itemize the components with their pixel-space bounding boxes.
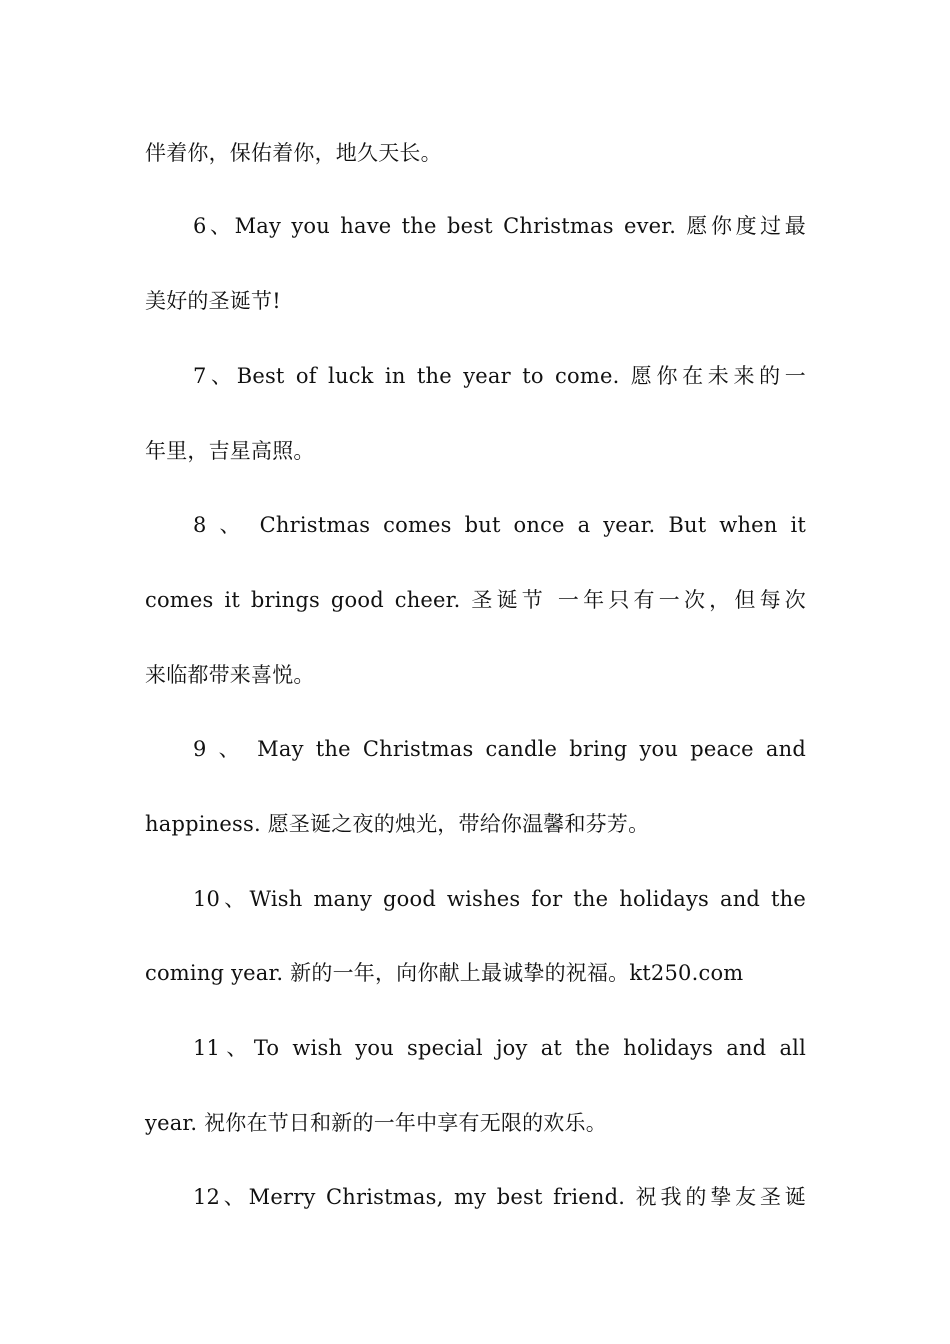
text-line-item-12: 12、Merry Christmas, my best friend. 祝我的挚友圣诞 xyxy=(193,1185,806,1209)
text-line-item-8: 8 、 Christmas comes but once a year. But when it xyxy=(193,513,806,537)
text-line-item-7: 7、Best of luck in the year to come. 愿你在未来的一 xyxy=(193,364,806,388)
text-line-item-10-cont: coming year. 新的一年，向你献上最诚挚的祝福。kt250.com xyxy=(145,961,744,985)
text-line-item-9: 9 、 May the Christmas candle bring you peace and xyxy=(193,737,806,761)
text-line-1: 伴着你，保佑着你，地久天长。 xyxy=(145,141,442,165)
text-line-item-10: 10、Wish many good wishes for the holidays and the xyxy=(193,887,806,911)
text-line-item-8-cont-2: 来临都带来喜悦。 xyxy=(145,663,315,687)
text-line-item-6: 6、May you have the best Christmas ever. 愿你度过最 xyxy=(193,214,806,238)
text-line-item-11-cont: year. 祝你在节日和新的一年中享有无限的欢乐。 xyxy=(145,1111,607,1135)
text-line-item-8-cont: comes it brings good cheer. 圣诞节 一年只有一次，但每次 xyxy=(145,588,806,612)
text-line-item-11: 11、To wish you special joy at the holidays and all xyxy=(193,1036,806,1060)
text-line-item-7-cont: 年里，吉星高照。 xyxy=(145,439,315,463)
text-line-item-9-cont: happiness. 愿圣诞之夜的烛光，带给你温馨和芬芳。 xyxy=(145,812,650,836)
text-line-item-6-cont: 美好的圣诞节! xyxy=(145,289,281,313)
